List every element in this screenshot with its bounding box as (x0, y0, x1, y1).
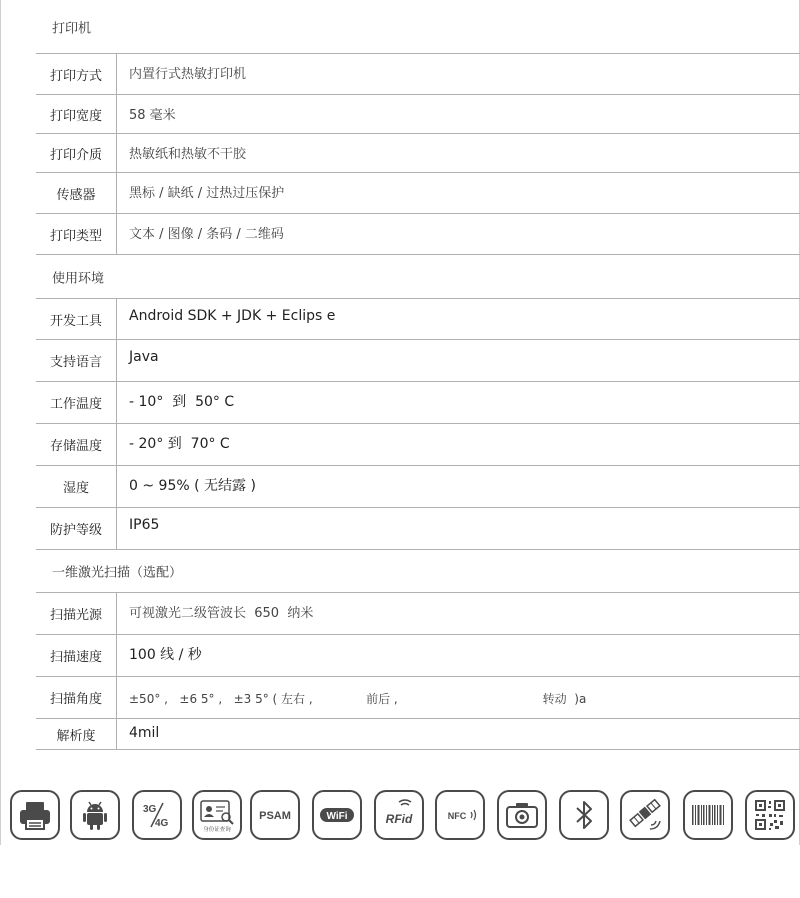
camera-icon (497, 790, 547, 840)
feature-icon-bar (0, 790, 800, 846)
spec-value: ±50° , ±6 5° , ±3 5° ( 左右 , 前后 , 转动 )a (129, 692, 587, 706)
spec-value: 4mil (129, 725, 160, 741)
spec-value: 文本 / 图像 / 条码 / 二维码 (129, 227, 284, 242)
svg-text:3G: 3G (143, 804, 157, 815)
spec-row-humidity (36, 466, 800, 508)
psam-icon (250, 790, 300, 840)
spec-label: 扫描角度 (36, 677, 117, 718)
spec-label: 防护等级 (36, 508, 117, 549)
spec-row-dev-tools (36, 299, 800, 340)
spec-label: 扫描光源 (36, 593, 117, 634)
spec-row-language (36, 340, 800, 382)
spec-value: Android SDK + JDK + Eclips e (129, 308, 336, 324)
rfid-icon (374, 790, 424, 840)
barcode-icon (683, 790, 733, 840)
spec-label: 传感器 (36, 173, 117, 213)
wifi-icon (312, 790, 362, 840)
spec-row-protection-rating (36, 508, 800, 550)
spec-label: 支持语言 (36, 340, 117, 381)
printer-icon (10, 790, 60, 840)
spec-label: 工作温度 (36, 382, 117, 423)
spec-value: 0 ~ 95% ( 无结露 ) (129, 478, 256, 494)
svg-text:4G: 4G (155, 818, 169, 829)
qr-code-icon (745, 790, 795, 840)
svg-text:PSAM: PSAM (259, 810, 291, 822)
spec-value: 内置行式热敏打印机 (129, 67, 247, 82)
spec-row-print-width (36, 95, 800, 134)
spec-value: Java (129, 349, 159, 365)
id-card-reader-icon (192, 790, 242, 840)
spec-label: 打印宽度 (36, 95, 117, 133)
bluetooth-icon (559, 790, 609, 840)
svg-text:身份证查询: 身份证查询 (203, 827, 231, 833)
section-scanner (36, 550, 800, 593)
svg-text:RFid: RFid (385, 812, 413, 826)
section-title: 使用环境 (52, 271, 105, 286)
spec-value: 100 线 / 秒 (129, 647, 202, 663)
spec-label: 扫描速度 (36, 635, 117, 676)
spec-label: 开发工具 (36, 299, 117, 339)
spec-value: 58 毫米 (129, 108, 176, 123)
nfc-icon (435, 790, 485, 840)
spec-row-print-method (36, 54, 800, 95)
section-printer (36, 0, 800, 54)
spec-label: 湿度 (36, 466, 117, 507)
spec-label: 打印方式 (36, 54, 117, 94)
spec-row-print-type (36, 214, 800, 255)
spec-table (36, 0, 800, 750)
spec-label: 存储温度 (36, 424, 117, 465)
spec-row-sensor (36, 173, 800, 214)
spec-label: 解析度 (36, 719, 117, 749)
spec-value: 黑标 / 缺纸 / 过热过压保护 (129, 186, 285, 201)
section-title: 一维激光扫描（选配） (52, 565, 183, 581)
spec-value: IP65 (129, 517, 160, 533)
spec-row-scan-light-source (36, 593, 800, 635)
3g-4g-icon (132, 790, 182, 840)
section-environment (36, 255, 800, 299)
spec-value: - 20° 到 70° C (129, 436, 230, 452)
spec-row-print-media (36, 134, 800, 173)
svg-text:WiFi: WiFi (326, 811, 348, 822)
spec-row-operating-temp (36, 382, 800, 424)
section-title: 打印机 (52, 21, 92, 36)
android-icon (70, 790, 120, 840)
spec-row-storage-temp (36, 424, 800, 466)
spec-label: 打印介质 (36, 134, 117, 172)
spec-row-resolution (36, 719, 800, 750)
spec-value: 可视激光二级管波长 650 纳米 (129, 606, 314, 621)
gps-satellite-icon (620, 790, 670, 840)
spec-label: 打印类型 (36, 214, 117, 254)
spec-value: 热敏纸和热敏不干胶 (129, 147, 247, 162)
spec-row-scan-speed (36, 635, 800, 677)
spec-row-scan-angle (36, 677, 800, 719)
svg-text:NFC: NFC (447, 811, 467, 821)
spec-value: - 10° 到 50° C (129, 394, 235, 410)
